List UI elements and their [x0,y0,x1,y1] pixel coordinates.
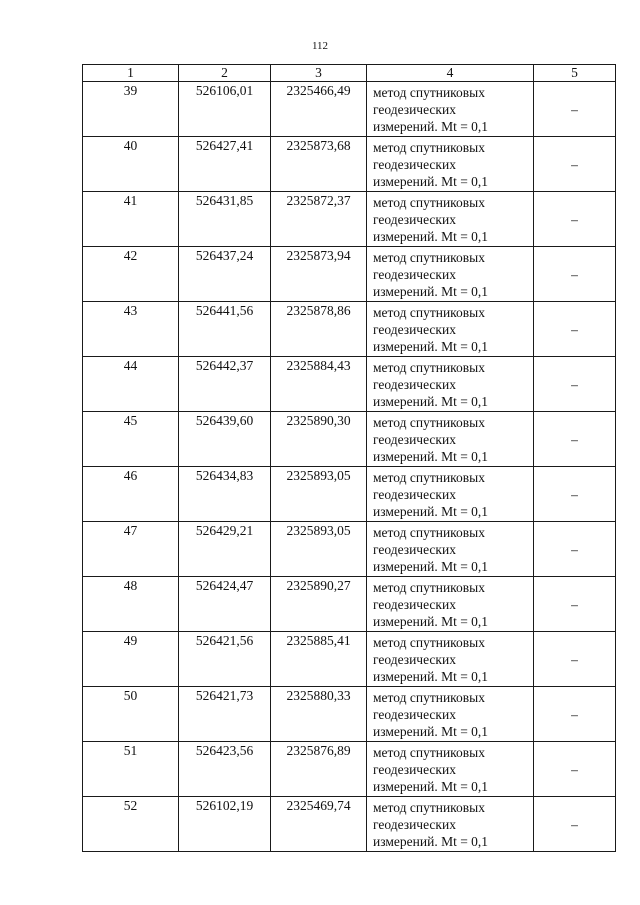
table-body [83,82,616,852]
x-coordinate-cell: 526427,41 [179,137,271,192]
method-text-line: геодезических [373,487,456,502]
method-text-line: геодезических [373,817,456,832]
method-text-line: измерений. Mt = 0,1 [373,559,489,574]
header-col-3: 3 [271,65,367,82]
x-coordinate-cell: 526437,24 [179,247,271,302]
method-text-line: метод спутниковых [373,250,485,265]
y-coordinate-cell: 2325890,30 [271,412,367,467]
y-coordinate-cell: 2325890,27 [271,577,367,632]
method-text-line: геодезических [373,212,456,227]
point-number-cell: 51 [83,742,179,797]
note-cell: – [534,247,616,302]
x-coordinate-cell: 526423,56 [179,742,271,797]
point-number-cell: 43 [83,302,179,357]
y-coordinate-cell: 2325880,33 [271,687,367,742]
method-text-line: измерений. Mt = 0,1 [373,174,489,189]
y-coordinate-cell: 2325873,68 [271,137,367,192]
header-col-1: 1 [83,65,179,82]
coordinates-table [82,64,616,852]
method-text-line: метод спутниковых [373,690,485,705]
method-text-line: измерений. Mt = 0,1 [373,284,489,299]
method-cell [367,632,534,687]
x-coordinate-cell: 526434,83 [179,467,271,522]
method-text-line: измерений. Mt = 0,1 [373,339,489,354]
header-col-4: 4 [367,65,534,82]
method-text-line: геодезических [373,102,456,117]
method-text-line: метод спутниковых [373,415,485,430]
y-coordinate-cell: 2325885,41 [271,632,367,687]
header-col-5: 5 [534,65,616,82]
method-text-line: геодезических [373,597,456,612]
method-text-line: метод спутниковых [373,85,485,100]
method-cell [367,302,534,357]
method-text-line: геодезических [373,322,456,337]
method-cell [367,797,534,852]
note-cell: – [534,302,616,357]
method-text-line: метод спутниковых [373,305,485,320]
table-row [83,137,616,192]
table-row [83,357,616,412]
x-coordinate-cell: 526106,01 [179,82,271,137]
note-cell: – [534,742,616,797]
note-cell: – [534,137,616,192]
method-text-line: геодезических [373,542,456,557]
point-number-cell: 44 [83,357,179,412]
method-text-line: метод спутниковых [373,470,485,485]
point-number-cell: 52 [83,797,179,852]
method-text-line: измерений. Mt = 0,1 [373,449,489,464]
page-number: 112 [311,40,329,52]
method-cell [367,742,534,797]
method-cell [367,82,534,137]
table-row [83,302,616,357]
method-cell [367,357,534,412]
header-row [83,65,616,82]
y-coordinate-cell: 2325878,86 [271,302,367,357]
note-cell: – [534,467,616,522]
method-text-line: метод спутниковых [373,360,485,375]
method-cell [367,687,534,742]
method-text-line: измерений. Mt = 0,1 [373,614,489,629]
table-row [83,82,616,137]
x-coordinate-cell: 526441,56 [179,302,271,357]
table-row [83,742,616,797]
table-row [83,797,616,852]
note-cell: – [534,577,616,632]
note-cell: – [534,797,616,852]
point-number-cell: 39 [83,82,179,137]
y-coordinate-cell: 2325893,05 [271,522,367,577]
note-cell: – [534,82,616,137]
method-text-line: геодезических [373,432,456,447]
table-row [83,577,616,632]
x-coordinate-cell: 526439,60 [179,412,271,467]
x-coordinate-cell: 526424,47 [179,577,271,632]
note-cell: – [534,632,616,687]
y-coordinate-cell: 2325873,94 [271,247,367,302]
method-cell [367,247,534,302]
table-row [83,192,616,247]
y-coordinate-cell: 2325893,05 [271,467,367,522]
y-coordinate-cell: 2325872,37 [271,192,367,247]
method-text-line: геодезических [373,157,456,172]
method-text-line: метод спутниковых [373,580,485,595]
method-text-line: измерений. Mt = 0,1 [373,669,489,684]
table-row [83,412,616,467]
note-cell: – [534,357,616,412]
point-number-cell: 41 [83,192,179,247]
y-coordinate-cell: 2325884,43 [271,357,367,412]
x-coordinate-cell: 526431,85 [179,192,271,247]
method-text-line: метод спутниковых [373,525,485,540]
point-number-cell: 47 [83,522,179,577]
x-coordinate-cell: 526421,56 [179,632,271,687]
method-text-line: измерений. Mt = 0,1 [373,504,489,519]
note-cell: – [534,412,616,467]
x-coordinate-cell: 526429,21 [179,522,271,577]
point-number-cell: 48 [83,577,179,632]
method-text-line: метод спутниковых [373,800,485,815]
point-number-cell: 45 [83,412,179,467]
method-text-line: метод спутниковых [373,140,485,155]
method-cell [367,467,534,522]
method-text-line: геодезических [373,707,456,722]
y-coordinate-cell: 2325876,89 [271,742,367,797]
method-text-line: измерений. Mt = 0,1 [373,779,489,794]
method-text-line: измерений. Mt = 0,1 [373,834,489,849]
x-coordinate-cell: 526442,37 [179,357,271,412]
method-cell [367,137,534,192]
y-coordinate-cell: 2325469,74 [271,797,367,852]
point-number-cell: 50 [83,687,179,742]
method-text-line: геодезических [373,267,456,282]
note-cell: – [534,522,616,577]
header-col-2: 2 [179,65,271,82]
x-coordinate-cell: 526421,73 [179,687,271,742]
note-cell: – [534,192,616,247]
y-coordinate-cell: 2325466,49 [271,82,367,137]
method-cell [367,412,534,467]
table-row [83,687,616,742]
method-cell [367,577,534,632]
method-cell [367,522,534,577]
table-row [83,467,616,522]
table-row [83,247,616,302]
point-number-cell: 42 [83,247,179,302]
method-text-line: измерений. Mt = 0,1 [373,724,489,739]
method-text-line: геодезических [373,652,456,667]
point-number-cell: 49 [83,632,179,687]
method-text-line: метод спутниковых [373,635,485,650]
method-text-line: геодезических [373,377,456,392]
table-header [83,65,616,82]
method-text-line: метод спутниковых [373,745,485,760]
table-row [83,522,616,577]
note-cell: – [534,687,616,742]
method-text-line: измерений. Mt = 0,1 [373,229,489,244]
point-number-cell: 46 [83,467,179,522]
x-coordinate-cell: 526102,19 [179,797,271,852]
method-cell [367,192,534,247]
table-row [83,632,616,687]
method-text-line: измерений. Mt = 0,1 [373,119,489,134]
method-text-line: метод спутниковых [373,195,485,210]
method-text-line: геодезических [373,762,456,777]
point-number-cell: 40 [83,137,179,192]
method-text-line: измерений. Mt = 0,1 [373,394,489,409]
